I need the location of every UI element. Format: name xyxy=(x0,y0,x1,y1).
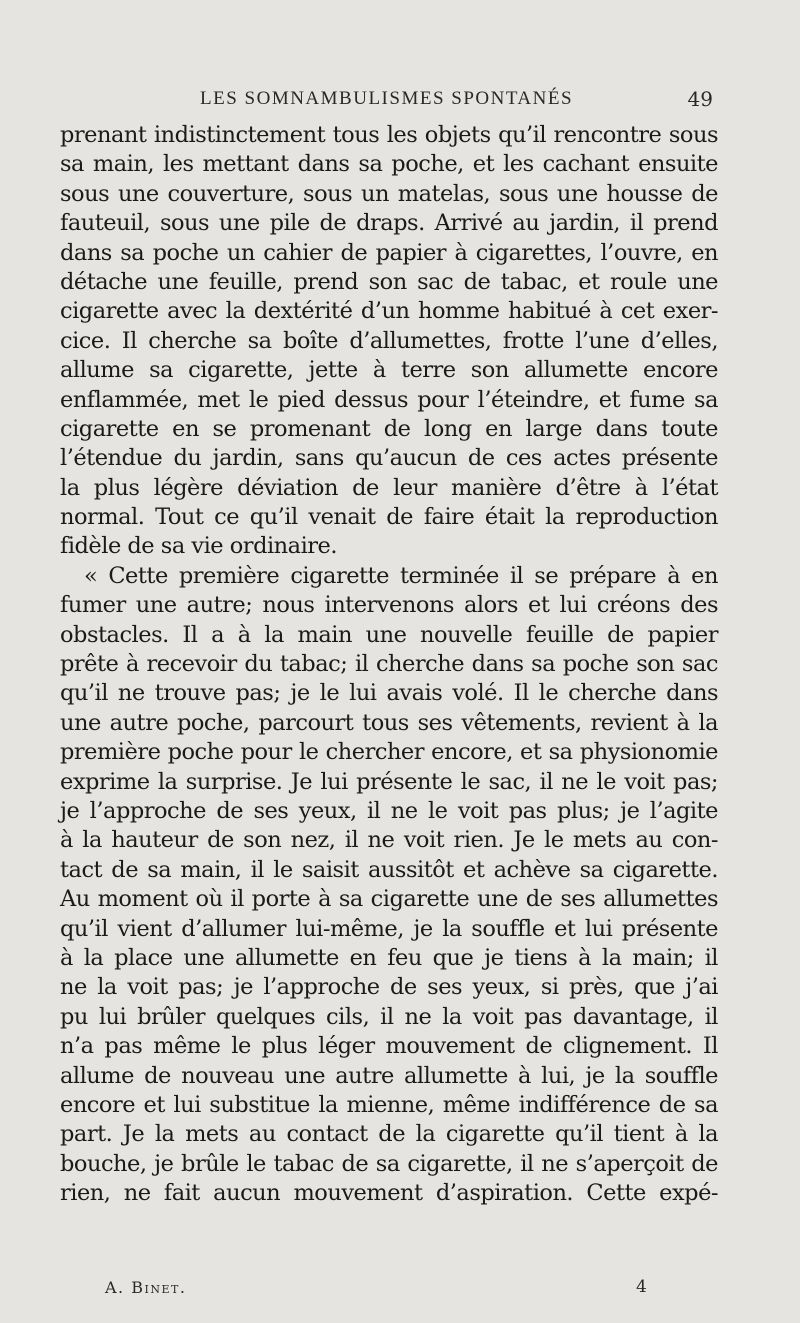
page-footer xyxy=(60,1278,720,1304)
text-line: fidèle de sa vie ordinaire. xyxy=(60,533,337,560)
text-line: une autre poche, parcourt tous ses vêtements, revient à la xyxy=(60,709,718,736)
text-line: dans sa poche un cahier de papier à cigarettes, l’ouvre, en xyxy=(60,239,718,266)
text-line: cice. Il cherche sa boîte d’allumettes, frotte l’une d’elles, xyxy=(60,327,718,354)
text-line: allume sa cigarette, jette à terre son allumette encore xyxy=(60,357,718,384)
text-line: enflammée, met le pied dessus pour l’éteindre, et fume sa xyxy=(60,386,718,413)
text-line: sa main, les mettant dans sa poche, et les cachant ensuite xyxy=(60,151,718,178)
body-text xyxy=(60,121,718,1208)
text-line: obstacles. Il a à la main une nouvelle feuille de papier xyxy=(60,621,718,648)
text-line: qu’il vient d’allumer lui-même, je la souffle et lui présente xyxy=(60,915,718,942)
text-line: n’a pas même le plus léger mouvement de clignement. Il xyxy=(60,1033,718,1060)
text-line: cigarette avec la dextérité d’un homme habitué à cet exer- xyxy=(60,298,718,325)
text-line: rien, ne fait aucun mouvement d’aspiration. Cette expé- xyxy=(60,1180,718,1207)
text-line: normal. Tout ce qu’il venait de faire était la reproduction xyxy=(60,504,718,531)
text-line: fumer une autre; nous intervenons alors et lui créons des xyxy=(60,592,718,619)
text-line: détache une feuille, prend son sac de tabac, et roule une xyxy=(60,268,718,295)
text-line: ne la voit pas; je l’approche de ses yeux, si près, que j’ai xyxy=(60,974,718,1001)
text-line: sous une couverture, sous un matelas, sous une housse de xyxy=(60,180,718,207)
text-line: pu lui brûler quelques cils, il ne la voit pas davantage, il xyxy=(60,1003,718,1030)
text-line: tact de sa main, il le saisit aussitôt et achève sa cigarette. xyxy=(60,856,718,883)
text-line: prête à recevoir du tabac; il cherche dans sa poche son sac xyxy=(60,651,718,678)
text-line: encore et lui substitue la mienne, même indifférence de sa xyxy=(60,1091,718,1118)
text-line: « Cette première cigarette terminée il se prépare à en xyxy=(84,562,718,589)
text-line: cigarette en se promenant de long en large dans toute xyxy=(60,415,718,442)
text-line: je l’approche de ses yeux, il ne le voit pas plus; je l’agite xyxy=(60,797,718,824)
text-line: à la place une allumette en feu que je tiens à la main; il xyxy=(60,944,718,971)
page-number: 49 xyxy=(687,87,713,111)
text-line: première poche pour le chercher encore, et sa physionomie xyxy=(60,739,718,766)
text-line: la plus légère déviation de leur manière d’être à l’état xyxy=(60,474,718,501)
text-line: qu’il ne trouve pas; je le lui avais volé. Il le cherche dans xyxy=(60,680,718,707)
page-header xyxy=(60,86,715,116)
text-line: Au moment où il porte à sa cigarette une de ses allumettes xyxy=(60,886,718,913)
text-line: à la hauteur de son nez, il ne voit rien. Je le mets au con- xyxy=(60,827,718,854)
text-line: exprime la surprise. Je lui présente le sac, il ne le voit pas; xyxy=(60,768,718,795)
signature-mark: 4 xyxy=(636,1277,647,1297)
text-line: bouche, je brûle le tabac de sa cigarette, il ne s’aperçoit de xyxy=(60,1150,718,1177)
text-line: fauteuil, sous une pile de draps. Arrivé au jardin, il prend xyxy=(60,210,718,237)
footer-author: A. Binet. xyxy=(105,1278,187,1297)
text-line: part. Je la mets au contact de la cigarette qu’il tient à la xyxy=(60,1121,718,1148)
text-line: allume de nouveau une autre allumette à lui, je la souffle xyxy=(60,1062,718,1089)
text-line: prenant indistinctement tous les objets qu’il rencontre sous xyxy=(60,122,718,148)
text-line: l’étendue du jardin, sans qu’aucun de ces actes présente xyxy=(60,445,718,472)
running-title: LES SOMNAMBULISMES SPONTANÉS xyxy=(200,88,574,109)
